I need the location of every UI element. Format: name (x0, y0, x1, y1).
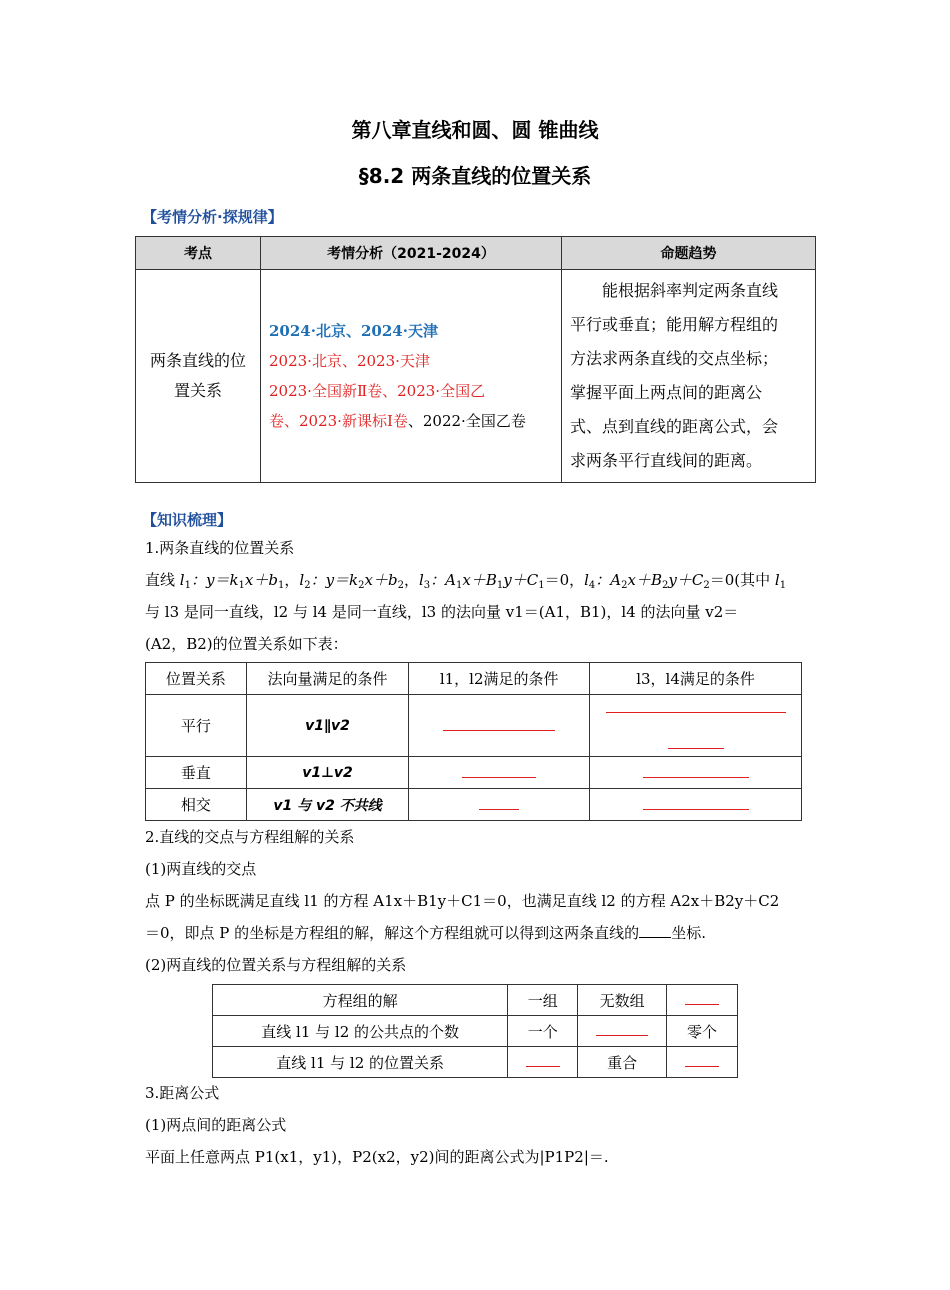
table-row: 直线 l1 与 l2 的位置关系 重合 (213, 1047, 738, 1078)
blank-field[interactable] (578, 1016, 667, 1047)
table-row (146, 757, 802, 789)
item2-p1: 点 P 的坐标既满足直线 l1 的方程 A1x＋B1y＋C1＝0，也满足直线 l2 的方程 A2x＋B2y＋C2 (145, 892, 780, 910)
knowledge-heading: 【知识梳理】 (142, 511, 233, 529)
rel-row-perp-cond: v1⊥v2 (246, 757, 409, 789)
analysis-red-line-2: 2023·全国新Ⅱ卷、2023·全国乙 (269, 382, 486, 400)
analysis-cell (261, 270, 562, 483)
chapter-title: 第八章直线和圆、圆 锥曲线 (351, 118, 599, 142)
blank-field[interactable] (508, 1047, 578, 1078)
relation-table (145, 662, 802, 821)
item2-sub1: (1)两直线的交点 (145, 860, 257, 878)
rel-row-intersect-name: 相交 (146, 789, 247, 821)
blank-field[interactable] (667, 985, 738, 1016)
rel-row-parallel-cond: v1∥v2 (246, 695, 409, 757)
table-row (146, 695, 802, 757)
header-trend: 命题趋势 (562, 237, 816, 270)
rel-row-parallel-name: 平行 (146, 695, 247, 757)
table-row (146, 789, 802, 821)
item2-p2: ＝0，即点 P 的坐标是方程组的解，解这个方程组就可以得到这两条直线的 坐标. (145, 924, 706, 942)
table-row: 方程组的解 一组 无数组 (213, 985, 738, 1016)
exam-analysis-heading: 【考情分析·探规律】 (142, 208, 283, 226)
topic-cell: 两条直线的位 置关系 (136, 270, 261, 483)
rel-header-l3l4: l3，l4满足的条件 (590, 663, 802, 695)
blank-field[interactable] (409, 789, 590, 821)
section-title: §8.2 两条直线的位置关系 (358, 164, 592, 188)
header-analysis: 考情分析（2021-2024） (261, 237, 562, 270)
item1-line1: 直线 $l_1$：$y=k_1x+b_1$，$l_2$：$y=k_2x+b_2$，$l_3$：$A_1x+B_1y+C_1=0$，$l_4$：$A_2x+B_2y+C_2=0$(其中 $l_1$ (145, 571, 787, 591)
item3-p1: 平面上任意两点 P1(x1，y1)，P2(x2，y2)间的距离公式为|P1P2|＝. (145, 1148, 609, 1166)
analysis-line-4: 卷、2023·新课标Ⅰ卷、2022·全国乙卷 (269, 412, 526, 430)
blank-field[interactable] (667, 1047, 738, 1078)
blank-field[interactable] (409, 757, 590, 789)
item1-title: 1.两条直线的位置关系 (145, 539, 295, 557)
header-topic: 考点 (136, 237, 261, 270)
analysis-blue-line: 2024·北京、2024·天津 (269, 322, 438, 340)
item1-line2: 与 l3 是同一直线，l2 与 l4 是同一直线，l3 的法向量 v1＝(A1，B1)，l4 的法向量 v2＝ (145, 603, 739, 621)
trend-cell: 能根据斜率判定两条直线 平行或垂直；能用解方程组的 方法求两条直线的交点坐标； 掌握平面上两点间的距离公 式、点到直线的距离公式，会 求两条平行直线间的距离。 (562, 270, 816, 483)
item3-title: 3.距离公式 (145, 1084, 220, 1102)
item2-title: 2.直线的交点与方程组解的关系 (145, 828, 355, 846)
blank-field[interactable] (590, 789, 802, 821)
item2-sub2: (2)两直线的位置关系与方程组解的关系 (145, 956, 407, 974)
item3-sub1: (1)两点间的距离公式 (145, 1116, 287, 1134)
solution-table (212, 984, 738, 1078)
blank-field[interactable] (639, 936, 671, 938)
rel-header-normal: 法向量满足的条件 (246, 663, 409, 695)
exam-analysis-table (135, 236, 816, 483)
analysis-red-line-1: 2023·北京、2023·天津 (269, 352, 430, 370)
rel-header-relation: 位置关系 (146, 663, 247, 695)
blank-field[interactable] (590, 757, 802, 789)
table-row: 直线 l1 与 l2 的公共点的个数 一个 零个 (213, 1016, 738, 1047)
item1-line3: (A2，B2)的位置关系如下表： (145, 635, 348, 653)
rel-row-intersect-cond: v1 与 v2 不共线 (246, 789, 409, 821)
blank-field[interactable] (409, 695, 590, 757)
rel-row-perp-name: 垂直 (146, 757, 247, 789)
rel-header-l1l2: l1，l2满足的条件 (409, 663, 590, 695)
blank-field[interactable] (590, 695, 802, 757)
